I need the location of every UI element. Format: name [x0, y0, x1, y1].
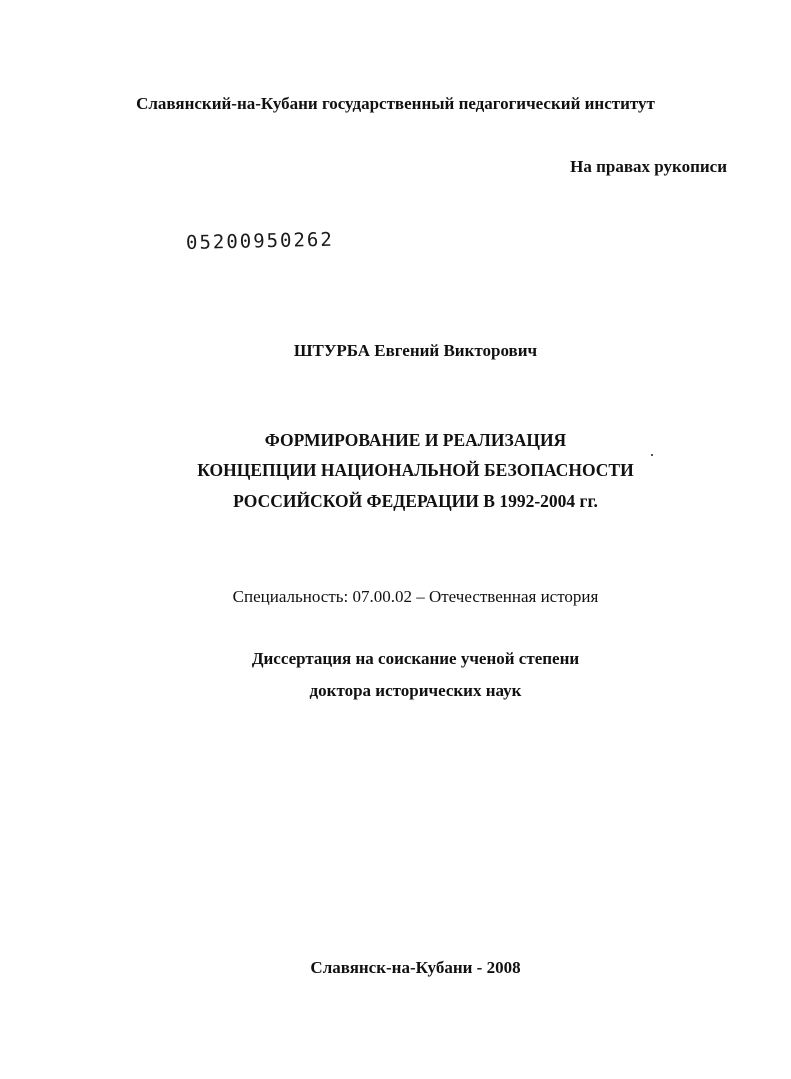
degree-line-2: доктора исторических наук [309, 681, 522, 700]
dissertation-title-line-2: КОНЦЕПЦИИ НАЦИОНАЛЬНОЙ БЕЗОПАСНОСТИ [197, 460, 634, 480]
catalog-number-stamp: 05200950262 [185, 228, 335, 254]
specialty-line: Специальность: 07.00.02 – Отечественная история [232, 587, 599, 606]
place-and-year: Славянск-на-Кубани - 2008 [310, 958, 521, 977]
degree-line-1: Диссертация на соискание ученой степени [251, 649, 580, 668]
manuscript-rights-note: На правах рукописи [570, 157, 727, 176]
dissertation-title-line-1: ФОРМИРОВАНИЕ И РЕАЛИЗАЦИЯ [264, 430, 567, 450]
author-name: ШТУРБА Евгений Викторович [293, 341, 538, 360]
dissertation-title-line-3: РОССИЙСКОЙ ФЕДЕРАЦИИ В 1992-2004 гг. [233, 491, 598, 511]
scan-speck [651, 454, 653, 456]
institute-name: Славянский-на-Кубани государственный педагогический институт [136, 94, 655, 113]
